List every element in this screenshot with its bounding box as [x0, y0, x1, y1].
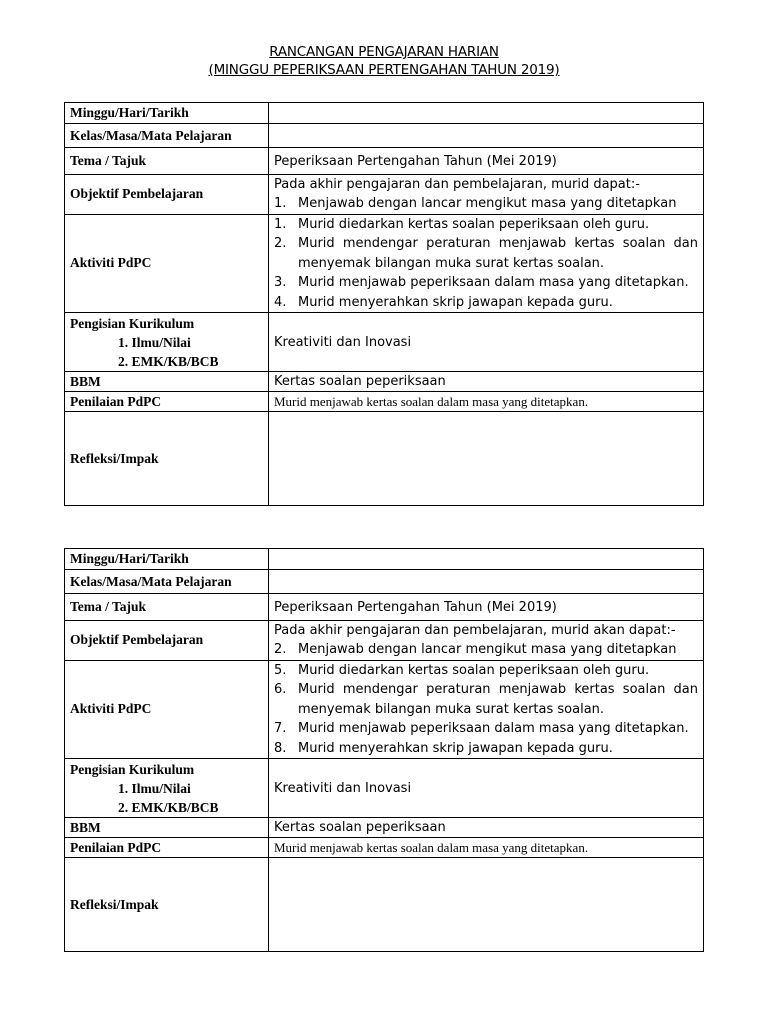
- aktiviti-item-number: 5.: [274, 662, 287, 678]
- value-bbm: Kertas soalan peperiksaan: [269, 818, 704, 838]
- aktiviti-item-number: 3.: [274, 275, 287, 290]
- aktiviti-item-number: 1.: [274, 216, 287, 232]
- value-minggu: [269, 103, 704, 124]
- label-aktiviti: Aktiviti PdPC: [65, 214, 269, 313]
- aktiviti-item-text: Murid mendengar peraturan menjawab kertas soalan dan menyemak bilangan muka surat kertas soalan.: [298, 682, 698, 717]
- pengisian-sub-1: 1. Ilmu/Nilai: [118, 780, 191, 796]
- value-penilaian: Murid menjawab kertas soalan dalam masa yang ditetapkan.: [269, 392, 704, 412]
- aktiviti-item: [274, 234, 698, 273]
- row-bbm: [65, 372, 704, 392]
- label-aktiviti: Aktiviti PdPC: [65, 660, 269, 759]
- label-pengisian: [65, 759, 269, 818]
- objektif-item: [274, 194, 698, 214]
- value-tema: Peperiksaan Pertengahan Tahun (Mei 2019): [269, 148, 704, 175]
- label-refleksi: Refleksi/Impak: [65, 858, 269, 952]
- value-tema: Peperiksaan Pertengahan Tahun (Mei 2019): [269, 594, 704, 621]
- objektif-item-text: Menjawab dengan lancar mengikut masa yang ditetapkan: [298, 642, 677, 657]
- value-bbm: Kertas soalan peperiksaan: [269, 372, 704, 392]
- objektif-item-text: Menjawab dengan lancar mengikut masa yang ditetapkan: [298, 196, 677, 211]
- aktiviti-item-number: 2.: [274, 236, 287, 251]
- aktiviti-item-text: Murid diedarkan kertas soalan peperiksaan oleh guru.: [298, 216, 650, 232]
- aktiviti-item-number: 6.: [274, 682, 287, 697]
- aktiviti-item-number: 7.: [274, 721, 287, 736]
- value-pengisian: Kreativiti dan Inovasi: [269, 313, 704, 372]
- label-refleksi: Refleksi/Impak: [65, 412, 269, 506]
- row-kelas: [65, 570, 704, 594]
- aktiviti-item-text: Murid menjawab peperiksaan dalam masa yang ditetapkan.: [298, 275, 689, 290]
- aktiviti-item-text: Murid menyerahkan skrip jawapan kepada guru.: [298, 294, 613, 310]
- value-refleksi: [269, 412, 704, 506]
- row-pengisian: [65, 313, 704, 372]
- row-bbm: [65, 818, 704, 838]
- label-penilaian: Penilaian PdPC: [65, 838, 269, 858]
- objektif-intro: Pada akhir pengajaran dan pembelajaran, murid akan dapat:-: [274, 623, 676, 638]
- pengisian-sub-2: 2. EMK/KB/BCB: [118, 353, 219, 369]
- value-minggu: [269, 549, 704, 570]
- row-penilaian: [65, 392, 704, 412]
- aktiviti-item: [274, 661, 698, 681]
- pengisian-heading: Pengisian Kurikulum: [70, 761, 195, 777]
- row-kelas: [65, 124, 704, 148]
- aktiviti-item: [274, 215, 698, 235]
- pengisian-sub-1: 1. Ilmu/Nilai: [118, 334, 191, 350]
- pengisian-heading: Pengisian Kurikulum: [70, 315, 195, 331]
- value-objektif: [269, 175, 704, 215]
- row-tema: [65, 594, 704, 621]
- document-title: RANCANGAN PENGAJARAN HARIAN: [269, 44, 499, 60]
- label-minggu: Minggu/Hari/Tarikh: [65, 103, 269, 124]
- row-objektif: [65, 621, 704, 661]
- row-aktiviti: [65, 660, 704, 759]
- aktiviti-item: [274, 739, 698, 759]
- document-subtitle: (MINGGU PEPERIKSAAN PERTENGAHAN TAHUN 2019): [208, 62, 560, 78]
- row-penilaian: [65, 838, 704, 858]
- value-objektif: [269, 621, 704, 661]
- aktiviti-item: [274, 680, 698, 719]
- row-minggu: [65, 549, 704, 570]
- value-aktiviti: [269, 660, 704, 759]
- aktiviti-item-text: Murid menjawab peperiksaan dalam masa yang ditetapkan.: [298, 721, 689, 736]
- lesson-plan-table-2: [64, 548, 704, 952]
- objektif-item-number: 1.: [274, 196, 287, 211]
- value-kelas: [269, 124, 704, 148]
- value-penilaian: Murid menjawab kertas soalan dalam masa yang ditetapkan.: [269, 838, 704, 858]
- aktiviti-item: [274, 273, 698, 293]
- aktiviti-item: [274, 293, 698, 313]
- row-refleksi: [65, 858, 704, 952]
- row-tema: [65, 148, 704, 175]
- label-objektif: Objektif Pembelajaran: [65, 621, 269, 661]
- value-kelas: [269, 570, 704, 594]
- aktiviti-item: [274, 719, 698, 739]
- value-refleksi: [269, 858, 704, 952]
- objektif-intro: Pada akhir pengajaran dan pembelajaran, murid dapat:-: [274, 177, 640, 192]
- objektif-item: [274, 640, 698, 660]
- row-objektif: [65, 175, 704, 215]
- label-tema: Tema / Tajuk: [65, 148, 269, 175]
- aktiviti-item-number: 8.: [274, 740, 287, 756]
- label-tema: Tema / Tajuk: [65, 594, 269, 621]
- aktiviti-item-text: Murid mendengar peraturan menjawab kertas soalan dan menyemak bilangan muka surat kertas soalan.: [298, 236, 698, 271]
- label-bbm: BBM: [65, 818, 269, 838]
- row-aktiviti: [65, 214, 704, 313]
- aktiviti-item-text: Murid diedarkan kertas soalan peperiksaan oleh guru.: [298, 662, 650, 678]
- row-pengisian: [65, 759, 704, 818]
- lesson-plan-table-1: [64, 102, 704, 506]
- aktiviti-item-number: 4.: [274, 294, 287, 310]
- label-kelas: Kelas/Masa/Mata Pelajaran: [65, 570, 269, 594]
- row-minggu: [65, 103, 704, 124]
- objektif-item-number: 2.: [274, 642, 287, 657]
- value-pengisian: Kreativiti dan Inovasi: [269, 759, 704, 818]
- pengisian-sub-2: 2. EMK/KB/BCB: [118, 799, 219, 815]
- label-minggu: Minggu/Hari/Tarikh: [65, 549, 269, 570]
- label-pengisian: [65, 313, 269, 372]
- label-kelas: Kelas/Masa/Mata Pelajaran: [65, 124, 269, 148]
- label-objektif: Objektif Pembelajaran: [65, 175, 269, 215]
- label-bbm: BBM: [65, 372, 269, 392]
- row-refleksi: [65, 412, 704, 506]
- label-penilaian: Penilaian PdPC: [65, 392, 269, 412]
- aktiviti-item-text: Murid menyerahkan skrip jawapan kepada guru.: [298, 740, 613, 756]
- value-aktiviti: [269, 214, 704, 313]
